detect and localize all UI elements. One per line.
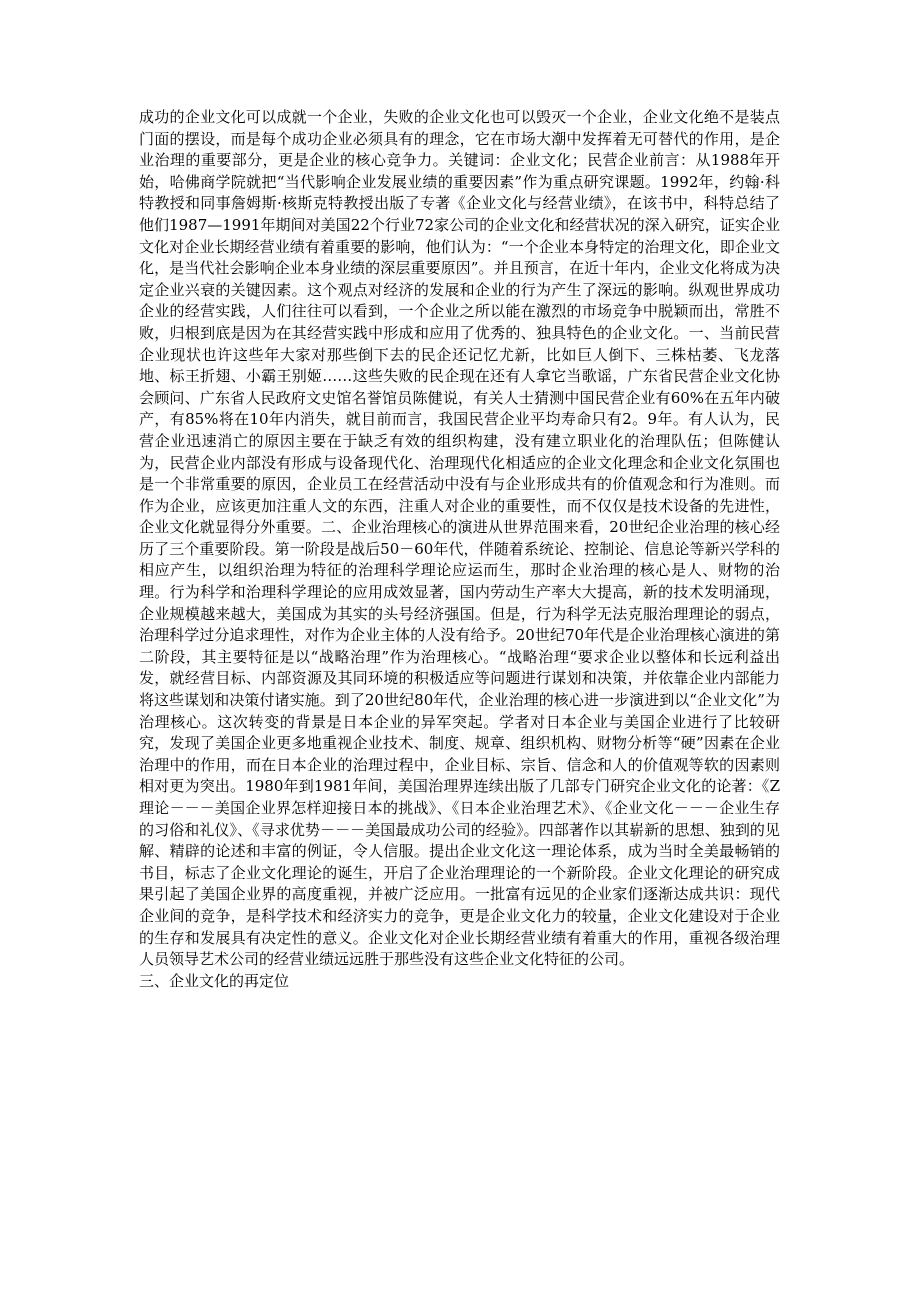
section-heading: 三、企业文化的再定位 [139, 971, 290, 990]
document-page [139, 107, 780, 992]
body-paragraph: 成功的企业文化可以成就一个企业，失败的企业文化也可以毁灭一个企业，企业文化绝不是装点门面的摆设，而是每个成功企业必须具有的理念，它在市场大潮中发挥着无可替代的作用，是企业治理的重要部分，更是企业的核心竞争力。关键词：企业文化；民营企业前言：从1988年开始，哈佛商学院就把“当代影响企业发展业绩的重要因素”作为重点研究课题。1992年，约翰·科特教授和同事詹姆斯·核斯克特教授出版了专著《企业文化与经营业绩》，在该书中，科特总结了他们1987—1991年期间对美国22个行业72家公司的企业文化和经营状况的深入研究，证实企业文化对企业长期经营业绩有着重要的影响，他们认为：“一个企业本身特定的治理文化，即企业文化，是当代社会影响企业本身业绩的深层重要原因”。并且预言，在近十年内，企业文化将成为决定企业兴衰的关键因素。这个观点对经济的发展和企业的行为产生了深远的影响。纵观世界成功企业的经营实践，人们往往可以看到，一个企业之所以能在激烈的市场竞争中脱颖而出，常胜不败，归根到底是因为在其经营实践中形成和应用了优秀的、独具特色的企业文化。一、当前民营企业现状也许这些年大家对那些倒下去的民企还记忆尤新，比如巨人倒下、三株枯萎、飞龙落地、标王折翅、小霸王别姬……这些失败的民企现在还有人拿它当歌谣，广东省民营企业文化协会顾问、广东省人民政府文史馆名誉馆员陈健说，有关人士猜测中国民营企业有60%在五年内破产，有85%将在10年内消失，就目前而言，我国民营企业平均寿命只有2。9年。有人认为，民营企业迅速消亡的原因主要在于缺乏有效的组织构建，没有建立职业化的治理队伍；但陈健认为，民营企业内部没有形成与设备现代化、治理现代化相适应的企业文化理念和企业文化氛围也是一个非常重要的原因，企业员工在经营活动中没有与企业形成共有的价值观念和行为准则。而作为企业，应该更加注重人文的东西，注重人对企业的重要性，而不仅仅是技术设备的先进性，企业文化就显得分外重要。二、企业治理核心的演进从世界范围来看，20世纪企业治理的核心经历了三个重要阶段。第一阶段是战后50－60年代，伴随着系统论、控制论、信息论等新兴学科的相应产生，以组织治理为特征的治理科学理论应运而生，那时企业治理的核心是人、财物的治理。行为科学和治理科学理论的应用成效显著，国内劳动生产率大大提高，新的技术发明涌现，企业规模越来越大，美国成为其实的头号经济强国。但是，行为科学无法克服治理理论的弱点，治理科学过分追求理性，对作为企业主体的人没有给予。20世纪70年代是企业治理核心演进的第二阶段，其主要特征是以“战略治理”作为治理核心。“战略治理“要求企业以整体和长远利益出发，就经营目标、内部资源及其同环境的积极适应等问题进行谋划和决策，并依靠企业内部能力将这些谋划和决策付诸实施。到了20世纪80年代，企业治理的核心进一步演进到以“企业文化”为治理核心。这次转变的背景是日本企业的异军突起。学者对日本企业与美国企业进行了比较研究，发现了美国企业更多地重视企业技术、制度、规章、组织机构、财物分析等“硬”因素在企业治理中的作用，而在日本企业的治理过程中，企业目标、宗旨、信念和人的价值观等软的因素则相对更为突出。1980年到1981年间，美国治理界连续出版了几部专门研究企业文化的论著：《Z理论－－－美国企业界怎样迎接日本的挑战》、《日本企业治理艺术》、《企业文化－－－企业生存的习俗和礼仪》、《寻求优势－－－美国最成功公司的经验》。四部著作以其崭新的思想、独到的见解、精辟的论述和丰富的例证，令人信服。提出企业文化这一理论体系，成为当时全美最畅销的书目，标志了企业文化理论的诞生，开启了企业治理理论的一个新阶段。企业文化理论的研究成果引起了美国企业界的高度重视，并被广泛应用。一批富有远见的企业家们逐渐达成共识：现代企业间的竞争，是科学技术和经济实力的竞争，更是企业文化力的较量，企业文化建设对于企业的生存和发展具有决定性的意义。企业文化对企业长期经营业绩有着重大的作用，重视各级治理人员领导艺术公司的经营业绩远远胜于那些没有这些企业文化特征的公司。 [139, 108, 780, 969]
